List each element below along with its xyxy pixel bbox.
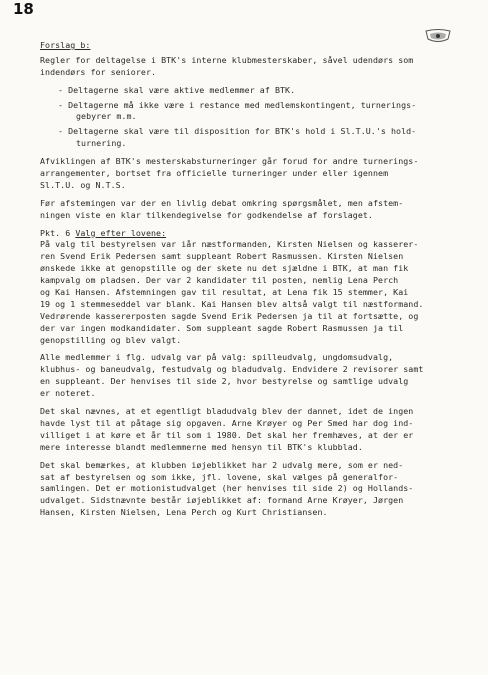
line-text: - Deltagerne skal være til disposition for BTK's hold i Sl.T.U.'s hold-	[58, 126, 417, 137]
line-text: ønskede ikke at genopstille og der skete nu det sjældne i BTK, at man fik	[40, 263, 409, 274]
line-text: - Deltagerne skal være aktive medlemmer af BTK.	[58, 84, 296, 95]
section-heading: Forslag b:	[40, 40, 91, 50]
line-text: Regler for deltagelse i BTK's interne klubmesterskaber, såvel udendørs som	[40, 54, 414, 65]
text-line	[40, 388, 480, 400]
text-line	[40, 100, 480, 112]
line-text: kampvalg om pladsen. Der var 2 kandidater til posten, nemlig Lena Perch	[40, 275, 399, 286]
text-line	[40, 85, 480, 97]
line-text: Hansen, Kirsten Nielsen, Lena Perch og Kurt Christiansen.	[40, 507, 328, 518]
text-line	[40, 335, 480, 347]
line-text: gebyrer m.m.	[76, 111, 137, 122]
text-line	[40, 275, 480, 287]
line-text: ningen viste en klar tilkendegivelse for godkendelse af forslaget.	[40, 209, 373, 220]
section-heading: Valg efter lovene:	[75, 227, 167, 238]
line-text: 19 og 1 stemmeseddel var blank. Kai Hansen blev altså valgt til næstformand.	[40, 298, 424, 309]
text-line	[40, 263, 480, 275]
text-line	[40, 67, 480, 79]
line-text: en suppleant. Der henvises til side 2, hvor bestyrelse og samtlige udvalg	[40, 376, 409, 387]
line-text: samlingen. Det er motionistudvalget (her henvises til side 2) og Hollands-	[40, 483, 414, 494]
line-text: Før afstemingen var der en livlig debat omkring spørgsmålet, men afstem-	[40, 197, 404, 208]
page-number: 18	[13, 0, 34, 18]
line-text: villiget i at køre et år til som i 1980. Det skal her fremhæves, at der er	[40, 429, 414, 440]
document-body	[40, 40, 480, 519]
line-text: klubhus- og baneudvalg, festudvalg og bladudvalg. Endvidere 2 revisorer samt	[40, 364, 424, 375]
text-line	[40, 352, 480, 364]
text-line	[40, 507, 480, 519]
line-text: sat af bestyrelsen og som ikke, jfl. lovene, skal vælges på generalfor-	[40, 471, 399, 482]
line-text: Vedrørende kassererposten sagde Svend Erik Pedersen ja til at fortsætte, og	[40, 310, 419, 321]
line-text: Det skal nævnes, at et egentligt bladudvalg blev der dannet, idet de ingen	[40, 406, 414, 417]
text-line	[40, 138, 480, 150]
line-text: indendørs for seniorer.	[40, 66, 157, 77]
line-text: Afviklingen af BTK's mesterskabsturneringer går forud for andre turnerings-	[40, 156, 419, 167]
line-text: Alle medlemmer i flg. udvalg var på valg: spilleudvalg, ungdomsudvalg,	[40, 352, 394, 363]
line-text: genopstilling og blev valgt.	[40, 334, 182, 345]
text-line	[40, 472, 480, 484]
text-line	[40, 364, 480, 376]
text-line	[40, 168, 480, 180]
text-line	[40, 55, 480, 67]
section-label: Pkt. 6	[40, 227, 76, 238]
line-text: På valg til bestyrelsen var iår næstformanden, Kirsten Nielsen og kasserer-	[40, 239, 419, 250]
text-line	[40, 210, 480, 222]
text-line	[40, 228, 480, 240]
text-line	[40, 376, 480, 388]
text-line	[40, 111, 480, 123]
text-line	[40, 418, 480, 430]
line-text: der var ingen modkandidater. Som suppleant sagde Robert Rasmussen ja til	[40, 322, 404, 333]
text-line	[40, 198, 480, 210]
line-text: er noteret.	[40, 388, 96, 399]
text-line	[40, 40, 480, 52]
text-line	[40, 430, 480, 442]
line-text: mere interesse blandt medlemmerne med hensyn til BTK's klubblad.	[40, 441, 363, 452]
text-line	[40, 251, 480, 263]
line-text: arrangementer, bortset fra officielle turneringer under eller igennem	[40, 168, 389, 179]
text-line	[40, 299, 480, 311]
line-text: udvalget. Sidstnævnte består iøjeblikket af: formand Arne Krøyer, Jørgen	[40, 495, 404, 506]
line-text: havde lyst til at påtage sig opgaven. Arne Krøyer og Per Smed har dog ind-	[40, 417, 414, 428]
text-line	[40, 239, 480, 251]
text-line	[40, 442, 480, 454]
text-line	[40, 323, 480, 335]
text-line	[40, 180, 480, 192]
line-text: Sl.T.U. og N.T.S.	[40, 179, 126, 190]
text-line	[40, 287, 480, 299]
text-line	[40, 156, 480, 168]
text-line	[40, 406, 480, 418]
text-line	[40, 311, 480, 323]
line-text: - Deltagerne må ikke være i restance med medlemskontingent, turnerings-	[58, 99, 417, 110]
text-line	[40, 495, 480, 507]
text-line	[40, 126, 480, 138]
line-text: og Kai Hansen. Afstemningen gav til resultat, at Lena fik 15 stemmer, Kai	[40, 287, 409, 298]
line-text: turnering.	[76, 138, 127, 149]
text-line	[40, 483, 480, 495]
text-line	[40, 460, 480, 472]
line-text: ren Svend Erik Pedersen samt suppleant Robert Rasmussen. Kirsten Nielsen	[40, 251, 404, 262]
line-text: Det skal bemærkes, at klubben iøjeblikket har 2 udvalg mere, som er ned-	[40, 459, 404, 470]
